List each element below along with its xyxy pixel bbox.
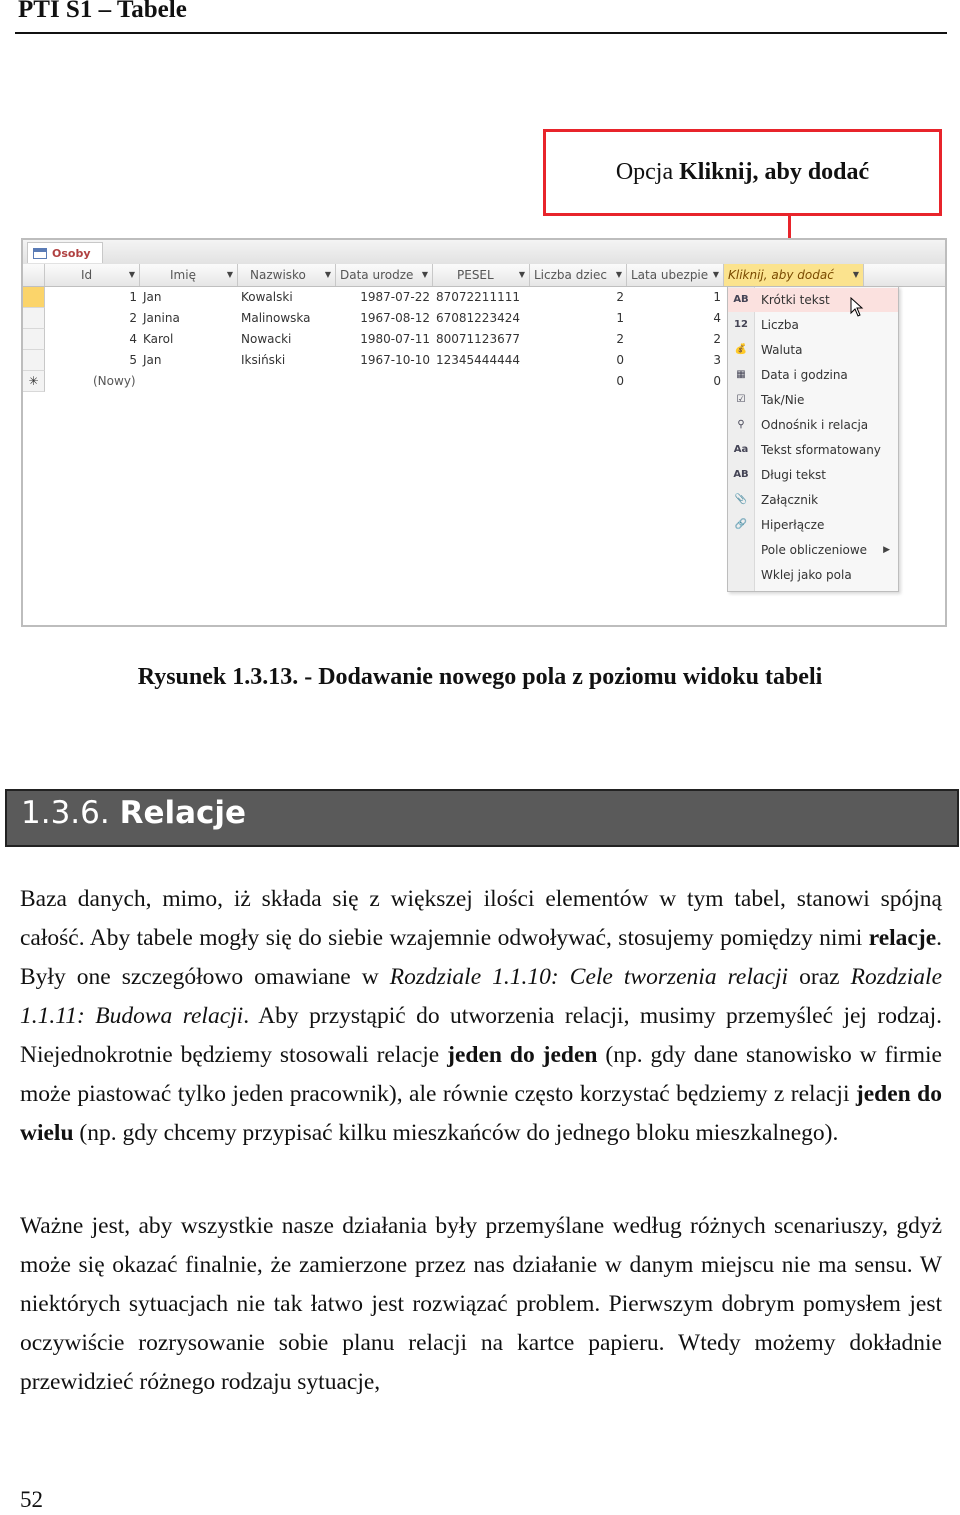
menu-item-liczba[interactable] (728, 313, 898, 337)
text-run: . Aby przystąpić do utworzenia relacji, musimy przemyśleć jej rodzaj. Niejednokrotnie będziemy stosowali relacje (20, 1003, 942, 1068)
calendar-icon: ▦ (736, 369, 746, 380)
row-selector[interactable] (23, 308, 45, 329)
menu-item-wklej-jako-pola[interactable] (728, 563, 898, 587)
access-table-screenshot (21, 238, 947, 627)
dropdown-arrow-icon[interactable]: ▼ (852, 270, 859, 279)
tab-osoby-label: Osoby (52, 246, 91, 260)
callout-box (543, 129, 942, 216)
menu-item-label: Hiperłącze (761, 518, 825, 532)
cell-id[interactable]: 1 (129, 290, 137, 304)
cell-pesel[interactable]: 12345444444 (436, 353, 520, 367)
column-header-label: Lata ubezpie (631, 268, 709, 282)
rich-text-icon: Aa (733, 444, 749, 455)
menu-item-data-i-godzina[interactable] (728, 363, 898, 387)
italic-reference: Rozdziale 1.1.11: Budowa relacji (20, 964, 942, 1029)
menu-item-tekst-sformatowany[interactable] (728, 438, 898, 462)
cell-lata[interactable]: 1 (713, 290, 721, 304)
section-title: Relacje (119, 795, 247, 831)
cell-new-lata[interactable]: 0 (713, 374, 721, 388)
currency-icon: 💰 (734, 344, 748, 355)
text-run: Baza danych, mimo, iż składa się z większej ilości elementów w tym tabel, stanowi spójną całość. Aby tabele mogły się do siebie wzajemnie odwoływać, stosujemy pomiędzy nimi (20, 886, 942, 951)
long-text-icon: AB (733, 469, 749, 480)
menu-item-label: Krótki tekst (761, 293, 830, 307)
cell-imie[interactable]: Janina (143, 311, 180, 325)
menu-item-label: Waluta (761, 343, 803, 357)
cell-dzieci[interactable]: 1 (616, 311, 624, 325)
cell-imie[interactable]: Jan (143, 353, 162, 367)
bold-term: jeden do wielu (20, 1081, 942, 1146)
menu-item-label: Pole obliczeniowe (761, 543, 868, 557)
column-header-liczba-dzieci[interactable] (530, 264, 627, 286)
column-header-nazwisko[interactable] (238, 264, 336, 286)
cell-new-dzieci[interactable]: 0 (616, 374, 624, 388)
menu-item-label: Długi tekst (761, 468, 827, 482)
menu-item-label: Wklej jako pola (761, 568, 852, 582)
cell-dzieci[interactable]: 0 (616, 353, 624, 367)
section-heading (21, 795, 246, 831)
column-header-lata-ubezpieczenia[interactable] (627, 264, 724, 286)
cell-nazwisko[interactable]: Malinowska (241, 311, 311, 325)
column-header-data-urodzenia[interactable] (336, 264, 433, 286)
menu-item-label: Tak/Nie (761, 393, 805, 407)
select-all-corner[interactable] (23, 264, 45, 286)
cell-pesel[interactable]: 67081223424 (436, 311, 520, 325)
page-number: 52 (20, 1487, 43, 1512)
cell-new-id[interactable]: (Nowy) (93, 374, 136, 388)
menu-item-odnosnik[interactable] (728, 413, 898, 437)
section-number: 1.3.6. (21, 795, 110, 831)
menu-item-icon (732, 567, 750, 583)
column-header-label: Liczba dziec (534, 268, 607, 282)
menu-item-pole-obliczeniowe[interactable] (728, 538, 898, 562)
text-run: (np. gdy dane stanowisko w firmie może piastować tylko jeden pracownik), ale równie często korzystać będziemy z relacji (20, 1042, 942, 1107)
new-record-icon[interactable]: ✳ (23, 371, 45, 392)
tab-osoby[interactable] (27, 242, 103, 263)
cell-data[interactable]: 1967-08-12 (360, 311, 430, 325)
column-header-label: Kliknij, aby dodać (728, 268, 834, 282)
dropdown-arrow-icon[interactable]: ▼ (324, 270, 331, 279)
menu-item-icon (732, 542, 750, 558)
paragraph-relations-intro (20, 880, 942, 1153)
bold-term: jeden do jeden (447, 1042, 598, 1068)
menu-item-krotki-tekst[interactable] (728, 288, 898, 312)
bold-term: relacje (868, 925, 937, 951)
menu-item-label: Tekst sformatowany (761, 443, 881, 457)
column-header-label: PESEL (457, 268, 494, 282)
dropdown-arrow-icon[interactable]: ▼ (712, 270, 719, 279)
text-run: . Były one szczegółowo omawiane w (20, 925, 942, 990)
column-header-id[interactable] (45, 264, 140, 286)
italic-reference: Rozdziale 1.1.10: Cele tworzenia relacji (389, 964, 789, 990)
column-header-add-field[interactable] (724, 264, 864, 286)
menu-item-hiperlacze[interactable] (728, 513, 898, 537)
menu-item-waluta[interactable] (728, 338, 898, 362)
dropdown-arrow-icon[interactable]: ▼ (615, 270, 622, 279)
section-heading-bar (5, 789, 959, 847)
header-rule (15, 32, 947, 34)
hyperlink-icon: 🔗 (734, 519, 748, 530)
page-header: PTI S1 – Tabele (18, 0, 187, 23)
cell-lata[interactable]: 2 (713, 332, 721, 346)
mouse-pointer-icon (850, 297, 864, 317)
cell-dzieci[interactable]: 2 (616, 332, 624, 346)
cell-id[interactable]: 2 (129, 311, 137, 325)
lookup-icon: ⚲ (737, 419, 745, 430)
text-run: (np. gdy chcemy przypisać kilku mieszkańców do jednego bloku mieszkalnego). (73, 1120, 839, 1146)
cell-data[interactable]: 1980-07-11 (360, 332, 430, 346)
cell-dzieci[interactable]: 2 (616, 290, 624, 304)
menu-item-tak-nie[interactable] (728, 388, 898, 412)
cell-data[interactable]: 1967-10-10 (360, 353, 430, 367)
column-header-label: Nazwisko (250, 268, 306, 282)
dropdown-arrow-icon[interactable]: ▼ (421, 270, 428, 279)
figure-caption: Rysunek 1.3.13. - Dodawanie nowego pola z poziomu widoku tabeli (137, 664, 823, 690)
cell-id[interactable]: 4 (129, 332, 137, 346)
callout-bold: Kliknij, aby dodać (679, 159, 870, 185)
row-selector[interactable] (23, 287, 45, 308)
column-header-label: Id (81, 268, 93, 282)
cell-nazwisko[interactable]: Iksiński (241, 353, 286, 367)
text-run: oraz (788, 964, 851, 990)
cell-pesel[interactable]: 80071123677 (436, 332, 520, 346)
column-header-label: Data urodze (340, 268, 414, 282)
cell-data[interactable]: 1987-07-22 (360, 290, 430, 304)
menu-item-zalacznik[interactable] (728, 488, 898, 512)
row-selector[interactable] (23, 350, 45, 371)
menu-item-label: Data i godzina (761, 368, 848, 382)
dropdown-arrow-icon[interactable]: ▼ (226, 270, 233, 279)
menu-item-dlugi-tekst[interactable] (728, 463, 898, 487)
dropdown-arrow-icon[interactable]: ▼ (128, 270, 135, 279)
dropdown-arrow-icon[interactable]: ▼ (518, 270, 525, 279)
cell-id[interactable]: 5 (129, 353, 137, 367)
paperclip-icon: 📎 (734, 494, 748, 505)
cell-lata[interactable]: 4 (713, 311, 721, 325)
cell-nazwisko[interactable]: Nowacki (241, 332, 292, 346)
checkbox-icon: ☑ (736, 394, 746, 405)
menu-item-label: Liczba (761, 318, 799, 332)
cell-imie[interactable]: Karol (143, 332, 174, 346)
cell-pesel[interactable]: 87072211111 (436, 290, 520, 304)
field-type-menu (727, 286, 899, 592)
short-text-icon: AB (733, 294, 749, 305)
paragraph-planning: Ważne jest, aby wszystkie nasze działania były przemyślane według różnych scenariuszy, gdyż może się okazać finalnie, że zamierzone przez nas działanie w danym miejscu nie ma sensu. W niektórych sytuacjach nie tak łatwo jest rozwiązać problem. Pierwszym dobrym pomysłem jest oczywiście rozrysowanie sobie planu relacji na kartce papieru. Wtedy możemy dokładnie przewidzieć różnego rodzaju sytuacje, (20, 1213, 942, 1395)
cell-imie[interactable]: Jan (143, 290, 162, 304)
menu-item-label: Załącznik (761, 493, 819, 507)
table-icon (33, 248, 47, 259)
submenu-arrow-icon: ▶ (883, 545, 890, 555)
cell-lata[interactable]: 3 (713, 353, 721, 367)
column-header-pesel[interactable] (433, 264, 530, 286)
column-header-imie[interactable] (140, 264, 238, 286)
cell-nazwisko[interactable]: Kowalski (241, 290, 293, 304)
callout-prefix: Opcja (615, 159, 680, 185)
number-icon: 12 (734, 319, 748, 330)
column-header-label: Imię (170, 268, 196, 282)
tab-strip (23, 240, 945, 265)
menu-item-label: Odnośnik i relacja (761, 418, 869, 432)
row-selector[interactable] (23, 329, 45, 350)
column-header-row (23, 264, 945, 287)
